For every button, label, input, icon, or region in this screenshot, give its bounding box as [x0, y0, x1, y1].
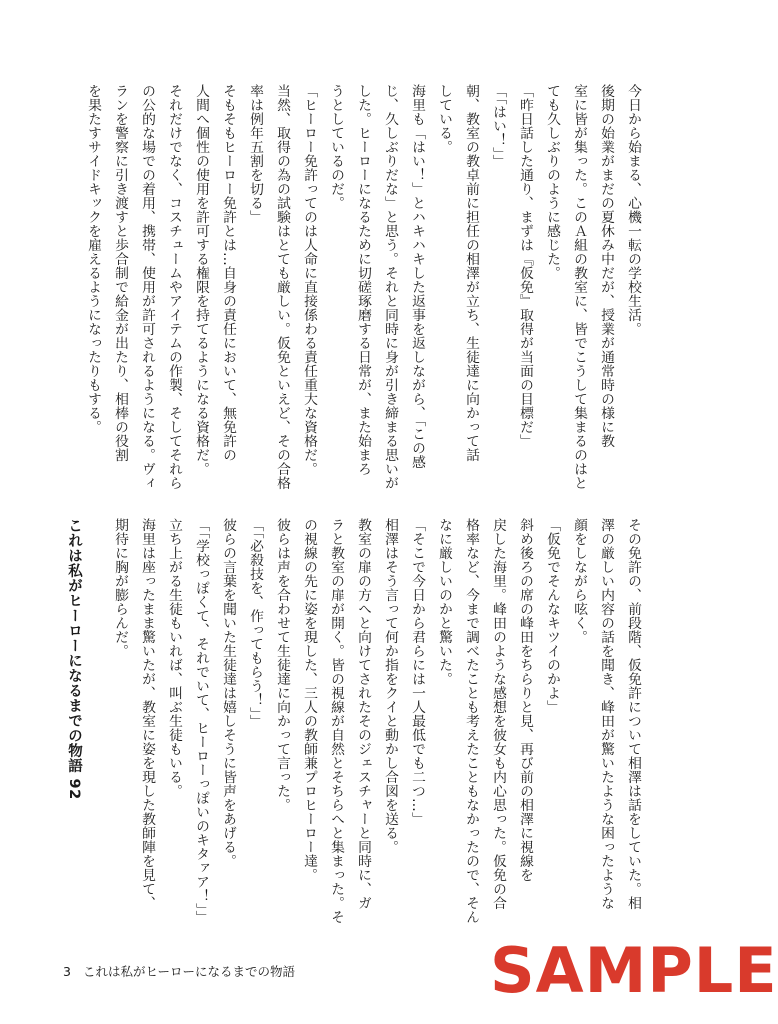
text-line: ランを警察に引き渡すと歩合制で給金が出たり、相棒の役割 [112, 84, 128, 462]
text-line: 「「はい！」」 [490, 84, 506, 169]
main-text-bottom-block [106, 518, 646, 938]
text-line: ラと教室の扉が開く。皆の視線が自然とそちらへと集まった。そ [328, 518, 344, 924]
text-line: 「「必殺技を、作ってもらう！」」 [247, 518, 263, 729]
text-line: 「ヒーロー免許ってのは人命に直接係わる責任重大な資格だ。 [301, 84, 317, 476]
text-line: 「仮免でそんなキツイのかよ」 [544, 518, 560, 714]
text-line: 「昨日話した通り、まずは『仮免』取得が当面の目標だ」 [517, 84, 533, 448]
text-line: 朝、教室の教卓前に担任の相澤が立ち、生徒達に向かって話 [463, 84, 479, 462]
main-text-top-block [79, 84, 646, 514]
text-line: 当然、取得の為の試験はとても厳しい。仮免といえど、その合格 [274, 84, 290, 490]
text-line: 後期の始業がまだの夏休み中だが、授業が通常時の様に教 [598, 84, 614, 448]
text-line: 室に皆が集った。このＡ組の教室に、皆でこうして集まるのはと [571, 84, 587, 490]
text-line: 戻した海里。峰田のような感想を彼女も内心思った。仮免の合 [490, 518, 506, 910]
text-line: を果たすサイドキックを雇えるようになったりもする。 [85, 84, 101, 434]
text-line: している。 [436, 84, 452, 154]
text-line: 澤の厳しい内容の話を聞き、峰田が驚いたような困ったような [598, 518, 614, 910]
text-line: 「「学校っぽくて、それでいて、ヒーローっぽいのキタァア！」」 [193, 518, 209, 925]
text-line: 顔をしながら呟く。 [571, 518, 587, 644]
text-line: 今日から始まる、心機一転の学校生活。 [625, 84, 641, 336]
text-line: 相澤はそう言って何か指をクイと動かし合図を送る。 [382, 518, 398, 854]
text-line: 彼らは声を合わせて生徒達に向かって言った。 [274, 518, 290, 812]
text-line: 海里は座ったまま驚いたが、教室に姿を現した教師陣を見て、 [139, 518, 155, 910]
text-line: 立ち上がる生徒もいれば、叫ぶ生徒もいる。 [166, 518, 182, 798]
text-line: 彼らの言葉を聞いた生徒達は嬉しそうに皆声をあげる。 [220, 518, 236, 868]
text-line: うとしているのだ。 [328, 84, 344, 210]
text-line: 格率など、今まで調べたことも考えたこともなかったので、そん [463, 518, 479, 924]
text-line: 率は例年五割を切る」 [247, 84, 263, 224]
text-line: 「そこで今日から君らには一人最低でも二つ…」 [409, 518, 425, 826]
page-footer [63, 962, 295, 980]
text-line: 期待に胸が膨らんだ。 [112, 518, 128, 658]
text-line: の視線の先に姿を現した、三人の教師兼プロヒーロー達。 [301, 518, 317, 882]
text-line: 人間へ個性の使用を許可する権限を持てるようになる資格だ。 [193, 84, 209, 476]
text-line: の公的な場での着用、携帯、使用が許可されるようになる。ヴィ [139, 84, 155, 490]
text-line: 教室の扉の方へと向けてされたそのジェスチャーと同時に、ガ [355, 518, 371, 910]
text-line: 斜め後ろの席の峰田をちらりと見、再び前の相澤に視線を [517, 518, 533, 882]
text-line: ても久しぶりのように感じた。 [544, 84, 560, 280]
footer-book-title: これは私がヒーローになるまでの物語 [82, 964, 295, 979]
sample-watermark: SAMPLE [490, 934, 778, 1007]
text-line: した。ヒーローになるために切磋琢磨する日常が、また始まろ [355, 84, 371, 476]
text-line: それだけでなく、コスチュームやアイテムの作製、そしてそれら [166, 84, 182, 490]
page-number: 3 [63, 964, 71, 979]
running-title: これは私がヒーローになるまでの物語 92 [66, 518, 82, 800]
text-line: そもそもヒーロー免許とは…自身の責任において、無免許の [220, 84, 236, 462]
text-line: その免許の、前段階、仮免許について相澤は話をしていた。相 [625, 518, 641, 910]
text-line: なに厳しいのかと驚いた。 [436, 518, 452, 686]
text-line: 海里も「はい！」とハキハキした返事を返しながら、「この感 [409, 84, 425, 470]
text-line: じ、久しぶりだな」と思う。それと同時に身が引き締まる思いが [382, 84, 398, 490]
